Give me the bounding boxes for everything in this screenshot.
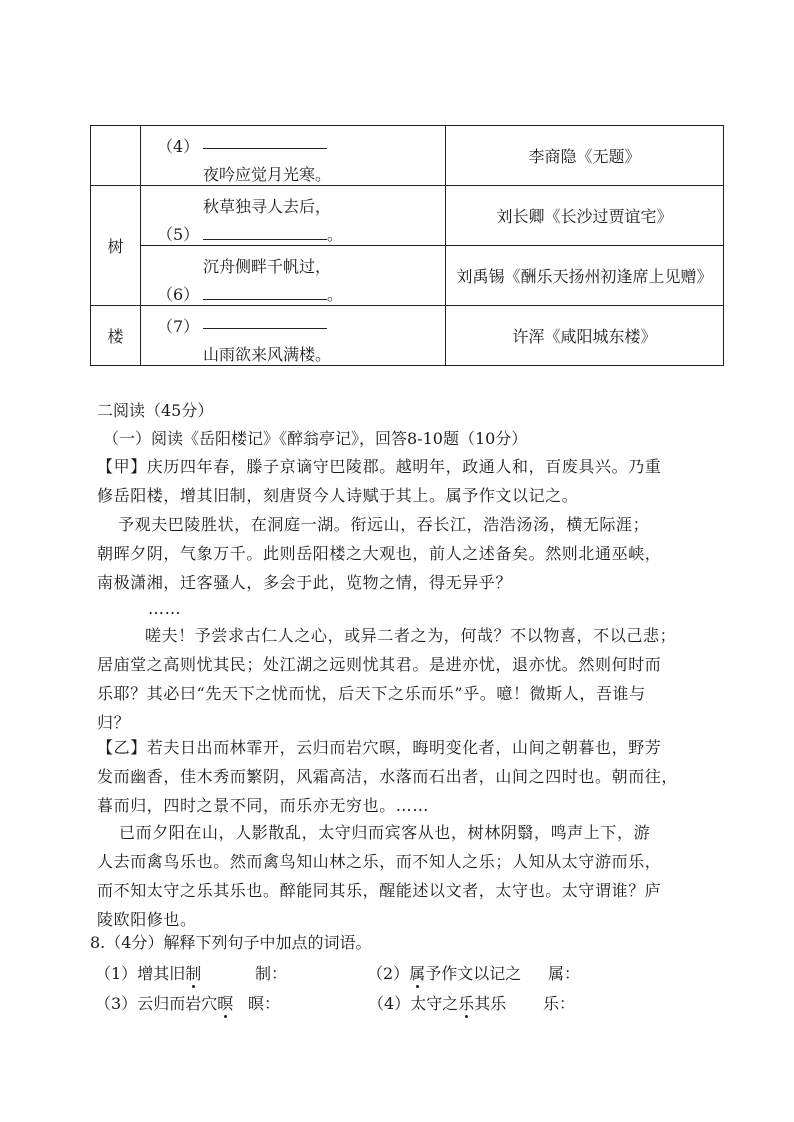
author-work-cell: 刘长卿《长沙过贾谊宅》 bbox=[446, 186, 724, 246]
table-row bbox=[91, 186, 724, 246]
dotted-word: 属 bbox=[409, 964, 426, 983]
item-text: 增其旧 bbox=[137, 964, 186, 983]
item-number: （6） bbox=[157, 285, 200, 304]
verse-line bbox=[203, 282, 343, 305]
verse-cell bbox=[141, 246, 446, 306]
text-line: 已而夕阳在山，人影散乱，太守归而宾客从也，树林阴翳，鸣声上下，游 bbox=[119, 823, 651, 842]
table-row bbox=[91, 246, 724, 306]
item-number: （4） bbox=[157, 137, 200, 156]
text-line: 修岳阳楼，增其旧制，刻唐贤今人诗赋于其上。属予作文以记之。 bbox=[97, 486, 579, 505]
poem-fill-table bbox=[90, 125, 724, 366]
text-line: 归？ bbox=[97, 713, 131, 732]
answer-label-3[interactable]: 暝： bbox=[248, 994, 281, 1013]
verse-line: 秋草独寻人去后， bbox=[203, 197, 332, 216]
category-cell bbox=[91, 126, 141, 186]
verse-line: 夜吟应觉月光寒。 bbox=[203, 165, 332, 184]
author-work-cell: 李商隐《无题》 bbox=[446, 126, 724, 186]
table-row bbox=[91, 306, 724, 366]
answer-label-4[interactable]: 乐： bbox=[543, 994, 576, 1013]
verse-line: 沉舟侧畔千帆过， bbox=[203, 257, 332, 276]
author-work-cell: 许浑《咸阳城东楼》 bbox=[446, 306, 724, 366]
passage-yi-para2 bbox=[97, 818, 687, 934]
question-8-item-1 bbox=[95, 961, 201, 984]
text-line: 暮而归，四时之景不同，而乐亦无穷也。…… bbox=[97, 796, 430, 815]
question-8-stem: 8.（4分）解释下列句子中加点的词语。 bbox=[90, 933, 372, 952]
item-number: （7） bbox=[157, 317, 200, 336]
passage-jia-para3 bbox=[97, 621, 687, 737]
period-mark: 。 bbox=[327, 285, 344, 304]
text-line: 予观夫巴陵胜状，在洞庭一湖。衔远山，吞长江，浩浩汤汤，横无际涯； bbox=[118, 515, 650, 534]
item-text: 予作文以记之 bbox=[425, 964, 522, 983]
answer-label-1[interactable]: 制： bbox=[255, 964, 288, 983]
text-line: 而不知太守之乐其乐也。醉能同其乐，醒能述以文者，太守也。太守谓谁？庐 bbox=[97, 881, 662, 900]
category-cell: 楼 bbox=[91, 306, 141, 366]
text-line: 居庙堂之高则忧其民；处江湖之远则忧其君。是进亦忧，退亦忧。然则何时而 bbox=[97, 655, 662, 674]
item-number: （1） bbox=[95, 964, 138, 983]
verse-line bbox=[203, 134, 327, 153]
category-cell: 树 bbox=[91, 186, 141, 306]
question-8-item-3 bbox=[95, 991, 233, 1014]
text-line: 嗟夫！予尝求古仁人之心，或异二者之为，何哉？不以物喜，不以己悲； bbox=[145, 626, 677, 645]
item-number: （4） bbox=[368, 994, 411, 1013]
passage-yi-para1 bbox=[97, 733, 687, 820]
item-number: （3） bbox=[95, 994, 138, 1013]
text-line: 发而幽香，佳木秀而繁阴，风霜高洁，水落而石出者，山间之四时也。朝而往， bbox=[97, 767, 679, 786]
ellipsis: …… bbox=[148, 599, 182, 618]
item-number: （2） bbox=[367, 964, 410, 983]
dotted-word: 制 bbox=[185, 964, 202, 983]
table-row bbox=[91, 126, 724, 186]
text-line: 【乙】若夫日出而林霏开，云归而岩穴暝，晦明变化者，山间之朝暮也，野芳 bbox=[97, 738, 662, 757]
fill-blank[interactable] bbox=[203, 314, 327, 329]
fill-blank[interactable] bbox=[203, 134, 327, 149]
section-subtitle: （一）阅读《岳阳楼记》《醉翁亭记》，回答8-10题（10分） bbox=[103, 429, 528, 448]
item-text: 云归而岩穴 bbox=[137, 994, 218, 1013]
text-line: 【甲】庆历四年春，滕子京谪守巴陵郡。越明年，政通人和，百废具兴。乃重 bbox=[97, 457, 662, 476]
item-text: 其乐 bbox=[474, 994, 507, 1013]
item-number: （5） bbox=[157, 225, 200, 244]
text-line: 乐耶？其必曰“先天下之忧而忧，后天下之乐而乐”乎。噫！微斯人，吾谁与 bbox=[97, 684, 646, 703]
text-line: 陵欧阳修也。 bbox=[97, 910, 197, 929]
question-8-item-4 bbox=[368, 991, 506, 1014]
text-line: 人去而禽鸟乐也。然而禽鸟知山林之乐，而不知人之乐；人知从太守游而乐， bbox=[97, 852, 662, 871]
verse-line bbox=[203, 314, 327, 333]
verse-line: 山雨欲来风满楼。 bbox=[203, 345, 332, 364]
fill-blank[interactable] bbox=[203, 225, 327, 240]
dotted-word: 乐 bbox=[458, 994, 475, 1013]
item-text: 太守之 bbox=[410, 994, 459, 1013]
verse-cell bbox=[141, 186, 446, 246]
passage-jia-para2 bbox=[97, 510, 687, 597]
verse-cell bbox=[141, 126, 446, 186]
verse-cell bbox=[141, 306, 446, 366]
fill-blank[interactable] bbox=[203, 285, 327, 300]
passage-jia-para1 bbox=[97, 452, 687, 510]
text-line: 南极潇湘，迁客骚人，多会于此，览物之情，得无异乎？ bbox=[97, 573, 513, 592]
section-title: 二阅读（45分） bbox=[97, 401, 214, 420]
text-line: 朝晖夕阴，气象万千。此则岳阳楼之大观也，前人之述备矣。然则北通巫峡， bbox=[97, 544, 662, 563]
period-mark: 。 bbox=[327, 225, 344, 244]
answer-label-2[interactable]: 属： bbox=[548, 964, 581, 983]
question-8-item-2 bbox=[367, 961, 521, 984]
author-work-cell: 刘禹锡《酬乐天扬州初逢席上见赠》 bbox=[446, 246, 724, 306]
verse-line bbox=[203, 222, 343, 245]
dotted-word: 暝 bbox=[217, 994, 234, 1013]
